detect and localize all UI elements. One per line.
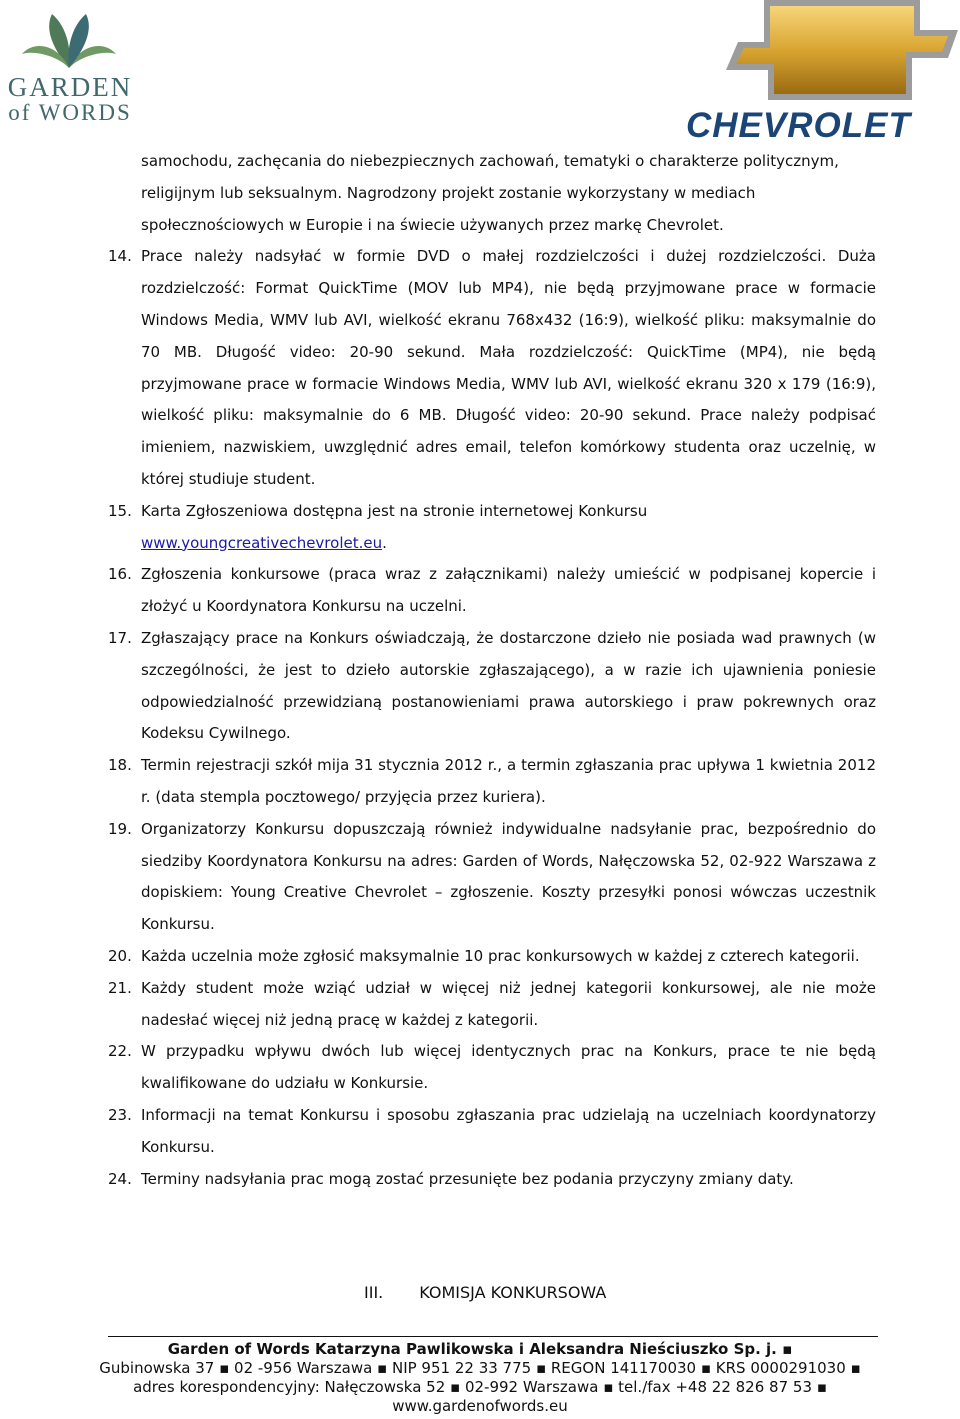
list-item [108, 973, 876, 1037]
chevrolet-wordmark: CHEVROLET [686, 106, 911, 145]
contest-website-link[interactable]: www.youngcreativechevrolet.eu [141, 533, 383, 552]
intro-line: religijnym lub seksualnym. Nagrodzony projekt zostanie wykorzystany w mediach [141, 183, 756, 202]
item-text: W przypadku wpływu dwóch lub więcej identycznych prac na Konkurs, prace te nie będą kwalifikowane do udziału w Konkursie. [141, 1042, 876, 1093]
item-number: 16. [108, 565, 132, 584]
list-item [108, 814, 876, 941]
item-text: Informacji na temat Konkursu i sposobu zgłaszania prac udzielają na uczelniach koordynatorzy Konkursu. [141, 1105, 876, 1156]
page-header [0, 0, 960, 145]
footer-divider [108, 1336, 878, 1337]
page-footer [60, 1340, 900, 1416]
section-heading [364, 1283, 642, 1302]
item-number: 19. [108, 819, 132, 838]
item-text [141, 496, 876, 560]
list-item [108, 496, 876, 560]
item-text: Każdy student może wziąć udział w więcej niż jednej kategorii konkursowej, ale nie może nadesłać więcej niż jedną pracę w każdej z kategorii. [141, 978, 876, 1029]
item-text: Termin rejestracji szkół mija 31 stycznia 2012 r., a termin zgłaszania prac upływa 1 kwietnia 2012 r. (data stempla pocztowego/ przyjęcia przez kuriera). [141, 756, 876, 806]
list-item [108, 750, 876, 814]
list-item [108, 1100, 876, 1164]
footer-registration: Gubinowska 37 ▪ 02 -956 Warszawa ▪ NIP 951 22 33 775 ▪ REGON 141170030 ▪ KRS 0000291030 ▪ [99, 1359, 861, 1377]
section-number: III. [364, 1283, 384, 1302]
chevrolet-bowtie-icon [686, 0, 960, 106]
item-text: Każda uczelnia może zgłosić maksymalnie 10 prac konkursowych w każdej z czterech kategorii. [141, 946, 860, 965]
item-text: Prace należy nadsyłać w formie DVD o małej rozdzielczości i dużej rozdzielczości. Duża rozdzielczość: Format QuickTime (MOV lub MP4), nie będą przyjmowane prace w formacie Windows Media, WMV lub AVI, wielkość ekranu 768x432 (16:9), wielkość pliku: maksymalnie do 70 MB. Długość video: 20-90 sekund. Mała rozdzielczość: QuickTime (MP4), nie będą przyjmowane prace w formacie Windows Media, WMV lub AVI, wielkość ekranu 320 x 179 (16:9), wielkość pliku: maksymalnie do 6 MB. Długość video: 20-90 sekund. Prace należy podpisać imieniem, nazwiskiem, uwzględnić adres email, telefon komórkowy studenta oraz uczelnię, w której studiuje student. [141, 247, 876, 488]
footer-company-name: Garden of Words Katarzyna Pawlikowska i Aleksandra Nieściuszko Sp. j. ▪ [167, 1340, 793, 1358]
logo-line-1: GARDEN [7, 72, 133, 102]
item-text: Terminy nadsyłania prac mogą zostać przesunięte bez podania przyczyny zmiany daty. [141, 1169, 794, 1188]
footer-address: adres korespondencyjny: Nałęczowska 52 ▪ 02-992 Warszawa ▪ tel./fax +48 22 826 87 53 ▪ [133, 1378, 827, 1396]
list-item [108, 241, 876, 495]
item-number: 15. [108, 501, 132, 520]
item-number: 20. [108, 946, 132, 965]
item-text: Zgłaszający prace na Konkurs oświadczają, że dostarczone dzieło nie posiada wad prawnych (w szczególności, że jest to dzieło autorskie zgłaszającego), a w razie ich ujawnienia poniesie odpowiedzialność przewidzianą postanowieniami prawa autorskiego i praw pokrewnych oraz Kodeksu Cywilnego. [141, 628, 876, 743]
list-item [108, 941, 876, 973]
garden-of-words-logo [0, 8, 145, 133]
item-text-main: Karta Zgłoszeniowa dostępna jest na stronie internetowej Konkursu [141, 501, 648, 520]
intro-line: społecznościowych w Europie i na świecie używanych przez markę Chevrolet. [141, 215, 724, 234]
leaf-ornament-icon [14, 10, 124, 72]
list-item [108, 623, 876, 750]
section-title: KOMISJA KONKURSOWA [419, 1283, 607, 1302]
chevrolet-logo [686, 0, 960, 145]
item-number: 23. [108, 1105, 132, 1124]
logo-line-2: of WORDS [8, 100, 132, 125]
item-number: 24. [108, 1169, 132, 1188]
list-item [108, 1036, 876, 1100]
item-number: 17. [108, 628, 132, 647]
item-text: Organizatorzy Konkursu dopuszczają również indywidualne nadsyłanie prac, bezpośrednio do siedziby Koordynatora Konkursu na adres: Garden of Words, Nałęczowska 52, 02-922 Warszawa z dopiskiem: Young Creative Chevrolet – zgłoszenie. Koszty przesyłki ponosi wówczas uczestnik Konkursu. [141, 819, 876, 934]
intro-line: samochodu, zachęcania do niebezpiecznych zachowań, tematyki o charakterze politycznym, [141, 152, 839, 170]
item-text: Zgłoszenia konkursowe (praca wraz z załącznikami) należy umieścić w podpisanej kopercie i złożyć u Koordynatora Konkursu na uczelni. [141, 565, 876, 616]
list-item [108, 1164, 876, 1196]
item-number: 18. [108, 756, 132, 775]
list-item [108, 559, 876, 623]
item-number: 21. [108, 978, 132, 997]
item-number: 14. [108, 247, 132, 266]
document-body [108, 146, 876, 1195]
item-number: 22. [108, 1042, 132, 1061]
footer-website[interactable]: www.gardenofwords.eu [392, 1397, 568, 1415]
item-text-end: . [382, 533, 387, 552]
